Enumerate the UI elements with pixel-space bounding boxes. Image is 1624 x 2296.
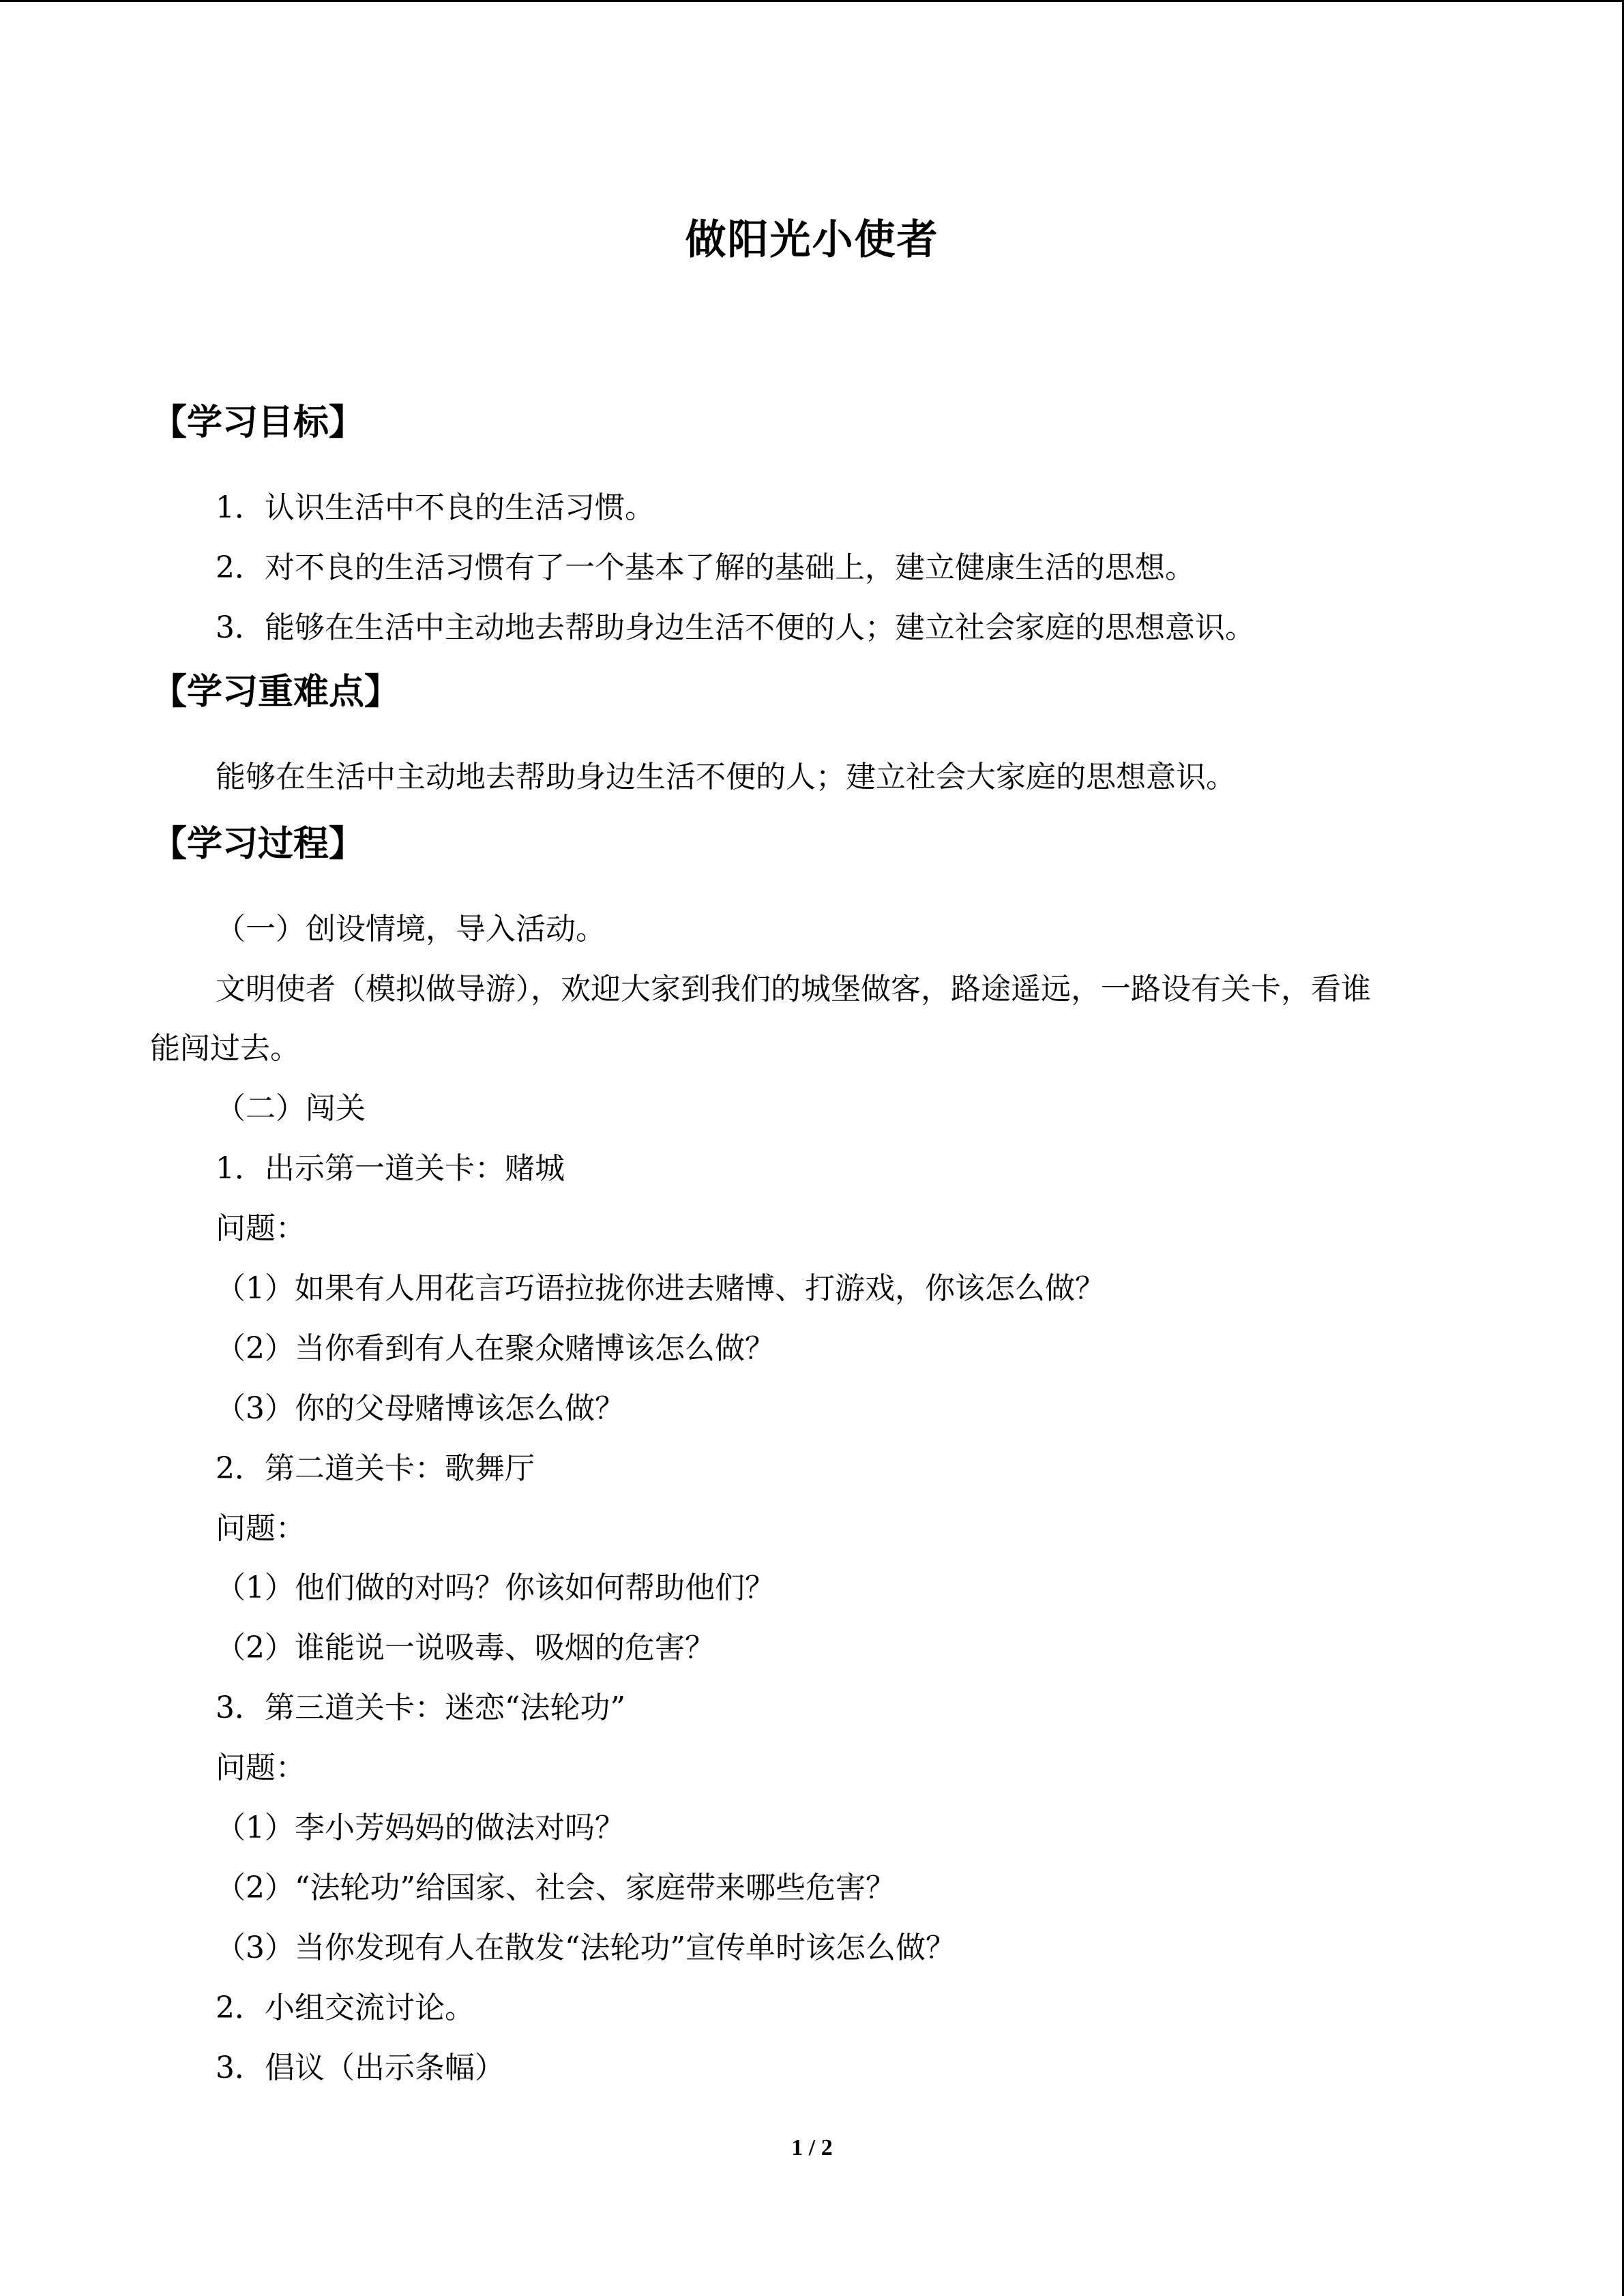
process-line: 2．第二道关卡：歌舞厅 [216,1451,535,1486]
process-line: 3．第三道关卡：迷恋“法轮功” [216,1690,625,1725]
process-line: （1）如果有人用花言巧语拉拢你进去赌博、打游戏，你该怎么做？ [216,1271,1105,1306]
process-line: （2）当你看到有人在聚众赌博该怎么做？ [216,1331,775,1366]
process-line: 2．小组交流讨论。 [216,1991,475,2025]
process-line: （2）“法轮功”给国家、社会、家庭带来哪些危害？ [216,1870,896,1905]
process-line: 文明使者（模拟做导游），欢迎大家到我们的城堡做客，路途遥远，一路设有关卡，看谁 [216,972,1371,1007]
process-line: 1．出示第一道关卡：赌城 [216,1151,565,1186]
process-line: （3）你的父母赌博该怎么做？ [216,1391,625,1426]
process-line: （1）他们做的对吗？你该如何帮助他们？ [216,1570,775,1605]
process-line: （2）谁能说一说吸毒、吸烟的危害？ [216,1630,715,1665]
objective-item: 3．能够在生活中主动地去帮助身边生活不便的人；建立社会家庭的思想意识。 [216,610,1255,645]
objective-item: 2．对不良的生活习惯有了一个基本了解的基础上，建立健康生活的思想。 [216,550,1195,585]
process-line: 3．倡议（出示条幅） [216,2051,505,2085]
process-line: 问题： [216,1211,306,1246]
process-line: 问题： [216,1511,306,1546]
process-line: （一）创设情境，导入活动。 [216,912,606,946]
section-heading-keypoints: 【学习重难点】 [151,672,400,713]
page-indicator: 1 / 2 [791,2135,833,2160]
process-line: 能闯过去。 [150,1031,300,1066]
keypoints-text: 能够在生活中主动地去帮助身边生活不便的人；建立社会大家庭的思想意识。 [216,760,1236,794]
process-line: （二）闯关 [216,1091,366,1126]
process-line: 问题： [216,1750,306,1785]
document-title: 做阳光小使者 [685,216,939,264]
process-line: （1）李小芳妈妈的做法对吗？ [216,1810,625,1845]
objective-item: 1．认识生活中不良的生活习惯。 [216,490,655,525]
section-heading-process: 【学习过程】 [151,824,365,865]
process-line: （3）当你发现有人在散发“法轮功”宣传单时该怎么做？ [216,1930,956,1965]
section-heading-objectives: 【学习目标】 [151,402,365,443]
